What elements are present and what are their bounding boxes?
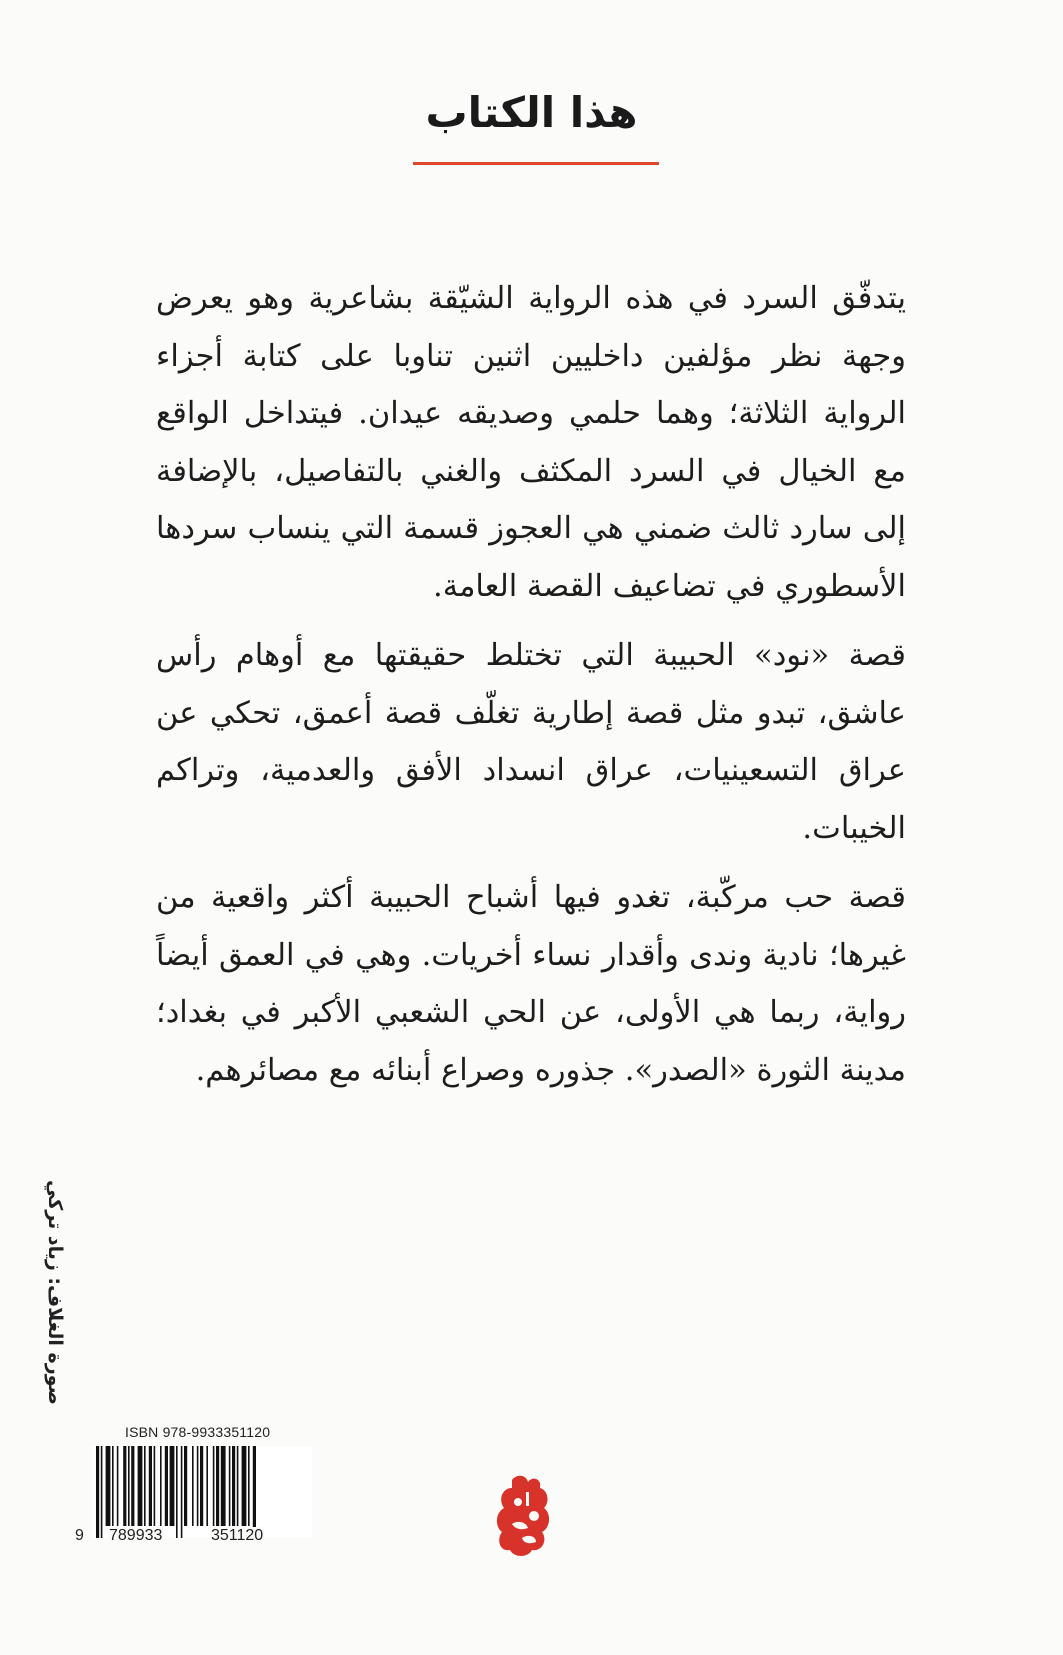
barcode-bar (192, 1446, 194, 1526)
barcode-bar (170, 1446, 175, 1526)
barcode-bar (216, 1446, 219, 1526)
barcode-bar (248, 1446, 250, 1526)
barcode-bar (106, 1446, 111, 1526)
cover-credit-text: صورة الغلاف: زياد تركي (44, 1180, 66, 1405)
barcode-bar (253, 1446, 256, 1538)
barcode-bar (176, 1446, 178, 1538)
barcode-bar (138, 1446, 143, 1526)
barcode-bar (200, 1446, 203, 1526)
barcode-bar (96, 1446, 99, 1538)
barcode-bar (181, 1446, 183, 1538)
barcode-digits-right: 351120 (211, 1527, 264, 1544)
title-divider (413, 162, 659, 165)
barcode-bar (154, 1446, 156, 1526)
barcode-bar (123, 1446, 126, 1526)
barcode-bar (165, 1446, 168, 1526)
blurb-paragraph-3: قصة حب مركّبة، تغدو فيها أشباح الحبيبة أكثر واقعية من غيرها؛ نادية وندى وأقدار نساء أخريات. وهي في العمق أيضاً رواية، ربما هي الأولى، عن الحي الشعبي الأكبر في بغداد؛ مدينة الثورة «الصدر». جذوره وصراع أبنائه مع مصائرهم. (156, 880, 906, 1088)
barcode-bar (160, 1446, 162, 1526)
barcode-digit-first: 9 (75, 1527, 84, 1544)
barcode-bar (131, 1446, 134, 1526)
blurb-text (156, 270, 906, 1111)
barcode-bar (197, 1446, 199, 1526)
barcode-bar (221, 1446, 226, 1526)
barcode-bar (229, 1446, 231, 1526)
barcode-digits-left: 789933 (109, 1527, 163, 1544)
barcode-bar (237, 1446, 239, 1526)
barcode-bar (112, 1446, 114, 1526)
barcode-bar (184, 1446, 187, 1526)
barcode-bar (242, 1446, 247, 1526)
publisher-logo-icon (492, 1472, 562, 1562)
barcode-bars (92, 1446, 312, 1538)
barcode-digits (70, 1527, 320, 1549)
cover-credit (40, 1180, 66, 1405)
barcode-bar (149, 1446, 152, 1526)
page-title: هذا الكتاب (425, 88, 638, 137)
blurb-paragraph-1: يتدفّق السرد في هذه الرواية الشيّقة بشاعرية وهو يعرض وجهة نظر مؤلفين داخليين اثنين تناوبا على كتابة أجزاء الرواية الثلاثة؛ وهما حلمي وصديقه عيدان. فيتداخل الواقع مع الخيال في السرد المكثف والغني بالتفاصيل، بالإضافة إلى سارد ثالث ضمني هي العجوز قسمة التي ينساب سردها الأسطوري في تضاعيف القصة العامة. (156, 281, 906, 604)
barcode-bar (128, 1446, 130, 1526)
barcode-bar (213, 1446, 215, 1526)
barcode-bar (117, 1446, 119, 1526)
barcode-bar (144, 1446, 146, 1526)
barcode-bar (101, 1446, 103, 1538)
isbn-label: ISBN 978-9933351120 (125, 1424, 271, 1440)
blurb-paragraph-2: قصة «نود» الحبيبة التي تختلط حقيقتها مع أوهام رأس عاشق، تبدو مثل قصة إطارية تغلّف قصة أعمق، تحكي عن عراق التسعينيات، عراق انسداد الأفق والعدمية، وتراكم الخيبات. (156, 638, 906, 846)
barcode-bar (206, 1446, 208, 1526)
barcode-bar (232, 1446, 235, 1526)
publisher-logo (492, 1472, 562, 1562)
barcode (92, 1446, 312, 1538)
